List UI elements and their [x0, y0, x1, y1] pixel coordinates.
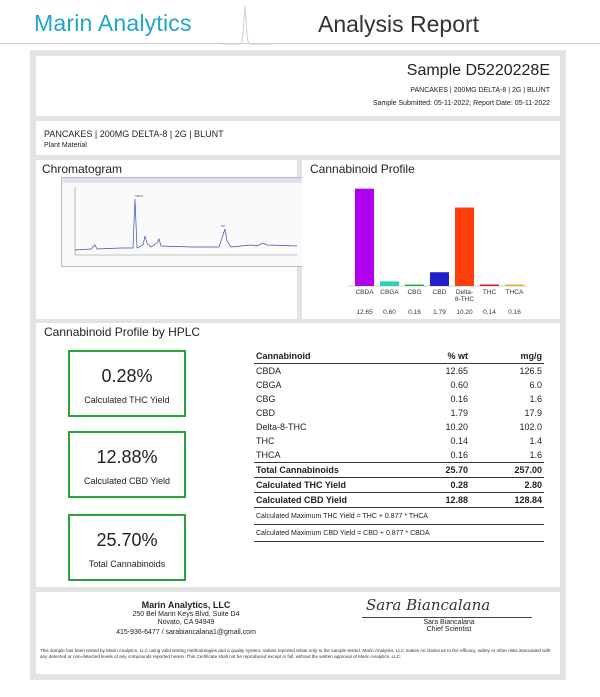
tick-label: CBDA: [355, 289, 374, 296]
total-cannabinoids-caption: Total Cannabinoids: [88, 559, 166, 569]
hplc-panel: [36, 323, 560, 587]
table-cell-pct: 0.16: [406, 448, 470, 463]
product-panel: [36, 121, 560, 155]
data-label: 1.79: [433, 309, 446, 316]
tick-label: 8-THC: [454, 296, 475, 303]
table-row: [254, 392, 544, 406]
lab-address-line1: 250 Bel Marin Keys Blvd, Suite D4: [132, 611, 240, 618]
data-label: 10.20: [456, 309, 473, 316]
col-header-cannabinoid: Cannabinoid: [254, 349, 406, 364]
thc-yield-caption: Calculated THC Yield: [84, 395, 170, 405]
formula-thc: Calculated Maximum THC Yield = THC + 0.877 * THCA: [254, 508, 544, 525]
lab-address-line2: Novato, CA 94949: [157, 619, 215, 626]
table-row: [254, 448, 544, 463]
table-cell-name: CBG: [256, 394, 276, 404]
lab-contact: 415-936-6477 / sarabiancalana1@gmail.com: [116, 629, 256, 636]
col-header-mgg: mg/g: [470, 349, 544, 364]
signer-name: Sara Biancalana: [423, 619, 475, 626]
thc-yield-label: Calculated THC Yield: [254, 478, 406, 493]
thc-yield-value: 0.28%: [101, 366, 153, 386]
sample-product-line: PANCAKES | 200MG DELTA-8 | 2G | BLUNT: [410, 87, 550, 94]
table-cell-mgg: 1.4: [529, 436, 542, 446]
disclaimer: This sample has been tested by Marin Analytics, LLC using valid testing methodologies and a quality system. Values reported relate only to the sample tested. Marin Analytics, LLC makes no claims as to the efficacy, safety or other risks associated with any detected or non-detected levels of any compounds reported herein. This Certificate shall not be reproduced except in full, without the written approval of Marin Analytics, LLC.: [40, 648, 551, 659]
footer-panel: [36, 592, 560, 674]
bar-thca: [505, 285, 524, 287]
table-cell-pct: 0.16: [450, 394, 468, 404]
table-cell-name: CBDA: [256, 366, 282, 376]
tick-label: Delta-: [455, 289, 474, 296]
bar-thc: [480, 285, 499, 287]
table-row: [254, 434, 544, 448]
sample-id: Sample D5220228E: [406, 62, 550, 79]
table-row: [254, 378, 544, 392]
thc-yield-box: [68, 350, 186, 417]
formula-cbd-row: [254, 525, 544, 542]
lab-name: Marin Analytics, LLC: [141, 600, 231, 610]
cbd-yield-value: 12.88%: [96, 447, 158, 467]
table-cell-mgg: 1.6: [470, 448, 544, 463]
hplc-table-wrap: [254, 349, 544, 542]
cbd-yield-caption: Calculated CBD Yield: [83, 476, 171, 486]
table-cell-name: CBGA: [256, 380, 282, 390]
bar-cbga: [380, 281, 399, 286]
table-cell-mgg: 17.9: [524, 408, 542, 418]
table-cell-name: THCA: [254, 448, 406, 463]
data-label: 12.65: [356, 309, 373, 316]
svg-text:D8: D8: [221, 224, 225, 228]
table-cell-pct: 10.20: [445, 422, 468, 432]
table-cell-name: CBD: [256, 408, 276, 418]
header-peak-decoration: [222, 4, 272, 48]
data-label: 0.14: [483, 309, 496, 316]
profile-title: Cannabinoid Profile: [310, 162, 415, 176]
hplc-title: Cannabinoid Profile by HPLC: [44, 325, 201, 339]
cbd-yield-box: [68, 431, 186, 498]
product-type: Plant Material: [44, 142, 87, 149]
brand-title: Marin Analytics: [34, 10, 192, 36]
total-label: Total Cannabinoids: [254, 463, 406, 478]
sample-panel: [36, 56, 560, 116]
tick-label: THC: [482, 289, 497, 296]
table-cell-pct: 0.60: [450, 380, 468, 390]
table-cell-mgg: 6.0: [529, 380, 542, 390]
data-label: 0.60: [383, 309, 396, 316]
table-cell-mgg: 102.0: [519, 422, 542, 432]
header-divider: [0, 43, 600, 44]
total-row: [254, 463, 544, 478]
product-name: PANCAKES | 200MG DELTA-8 | 2G | BLUNT: [44, 129, 224, 139]
total-mgg: 257.00: [470, 463, 544, 478]
cbd-yield-pct: 12.88: [406, 493, 470, 508]
col-header-pct: % wt: [406, 349, 470, 364]
tick-label: CBG: [407, 289, 422, 296]
total-pct: 25.70: [406, 463, 470, 478]
table-cell-name: Delta-8-THC: [256, 422, 307, 432]
bar-delta-8-thc: [455, 208, 474, 286]
thc-yield-pct: 0.28: [406, 478, 470, 493]
thc-yield-row: [254, 478, 544, 493]
formula-thc-row: [254, 508, 544, 525]
hplc-table: [254, 349, 544, 542]
table-header-row: [254, 349, 544, 364]
sample-dates: Sample Submitted: 05-11-2022; Report Date: 05-11-2022: [372, 100, 550, 107]
table-cell-pct: 12.65: [445, 366, 468, 376]
chromatogram-title: Chromatogram: [42, 162, 123, 176]
table-row: [254, 420, 544, 434]
total-cannabinoids-box: [68, 514, 186, 581]
table-row: [254, 364, 544, 379]
profile-panel: [302, 160, 560, 319]
report-title: Analysis Report: [318, 11, 480, 37]
bar-cbd: [430, 272, 449, 286]
tick-label: CBGA: [380, 289, 399, 296]
svg-text:CBDa: CBDa: [135, 194, 144, 198]
total-cannabinoids-value: 25.70%: [96, 530, 158, 550]
table-cell-pct: 0.14: [450, 436, 468, 446]
signer-title: Chief Scientist: [426, 626, 472, 633]
table-cell-mgg: 126.5: [519, 366, 542, 376]
formula-cbd: Calculated Maximum CBD Yield = CBD + 0.877 * CBDA: [254, 525, 544, 542]
cbd-yield-row: [254, 493, 544, 508]
table-cell-pct: 1.79: [450, 408, 468, 418]
lab-contact-block: [86, 600, 286, 636]
thc-yield-mgg: 2.80: [470, 478, 544, 493]
signature-line: [362, 617, 532, 618]
table-cell-mgg: 1.6: [529, 394, 542, 404]
table-cell-name: THC: [256, 436, 275, 446]
table-row: [254, 406, 544, 420]
data-label: 0.16: [408, 309, 421, 316]
cbd-yield-mgg: 128.84: [470, 493, 544, 508]
bar-cbg: [405, 285, 424, 287]
cbd-yield-label: Calculated CBD Yield: [254, 493, 406, 508]
signature: Sara Biancalana: [366, 596, 491, 614]
data-label: 0.16: [508, 309, 521, 316]
chromatogram-image: [61, 177, 303, 267]
profile-chart: [342, 178, 532, 318]
bar-cbda: [355, 189, 374, 286]
tick-label: CBD: [432, 289, 447, 296]
tick-label: THCA: [505, 289, 524, 296]
signer-block: [404, 619, 494, 633]
chromatogram-panel: [36, 160, 297, 319]
